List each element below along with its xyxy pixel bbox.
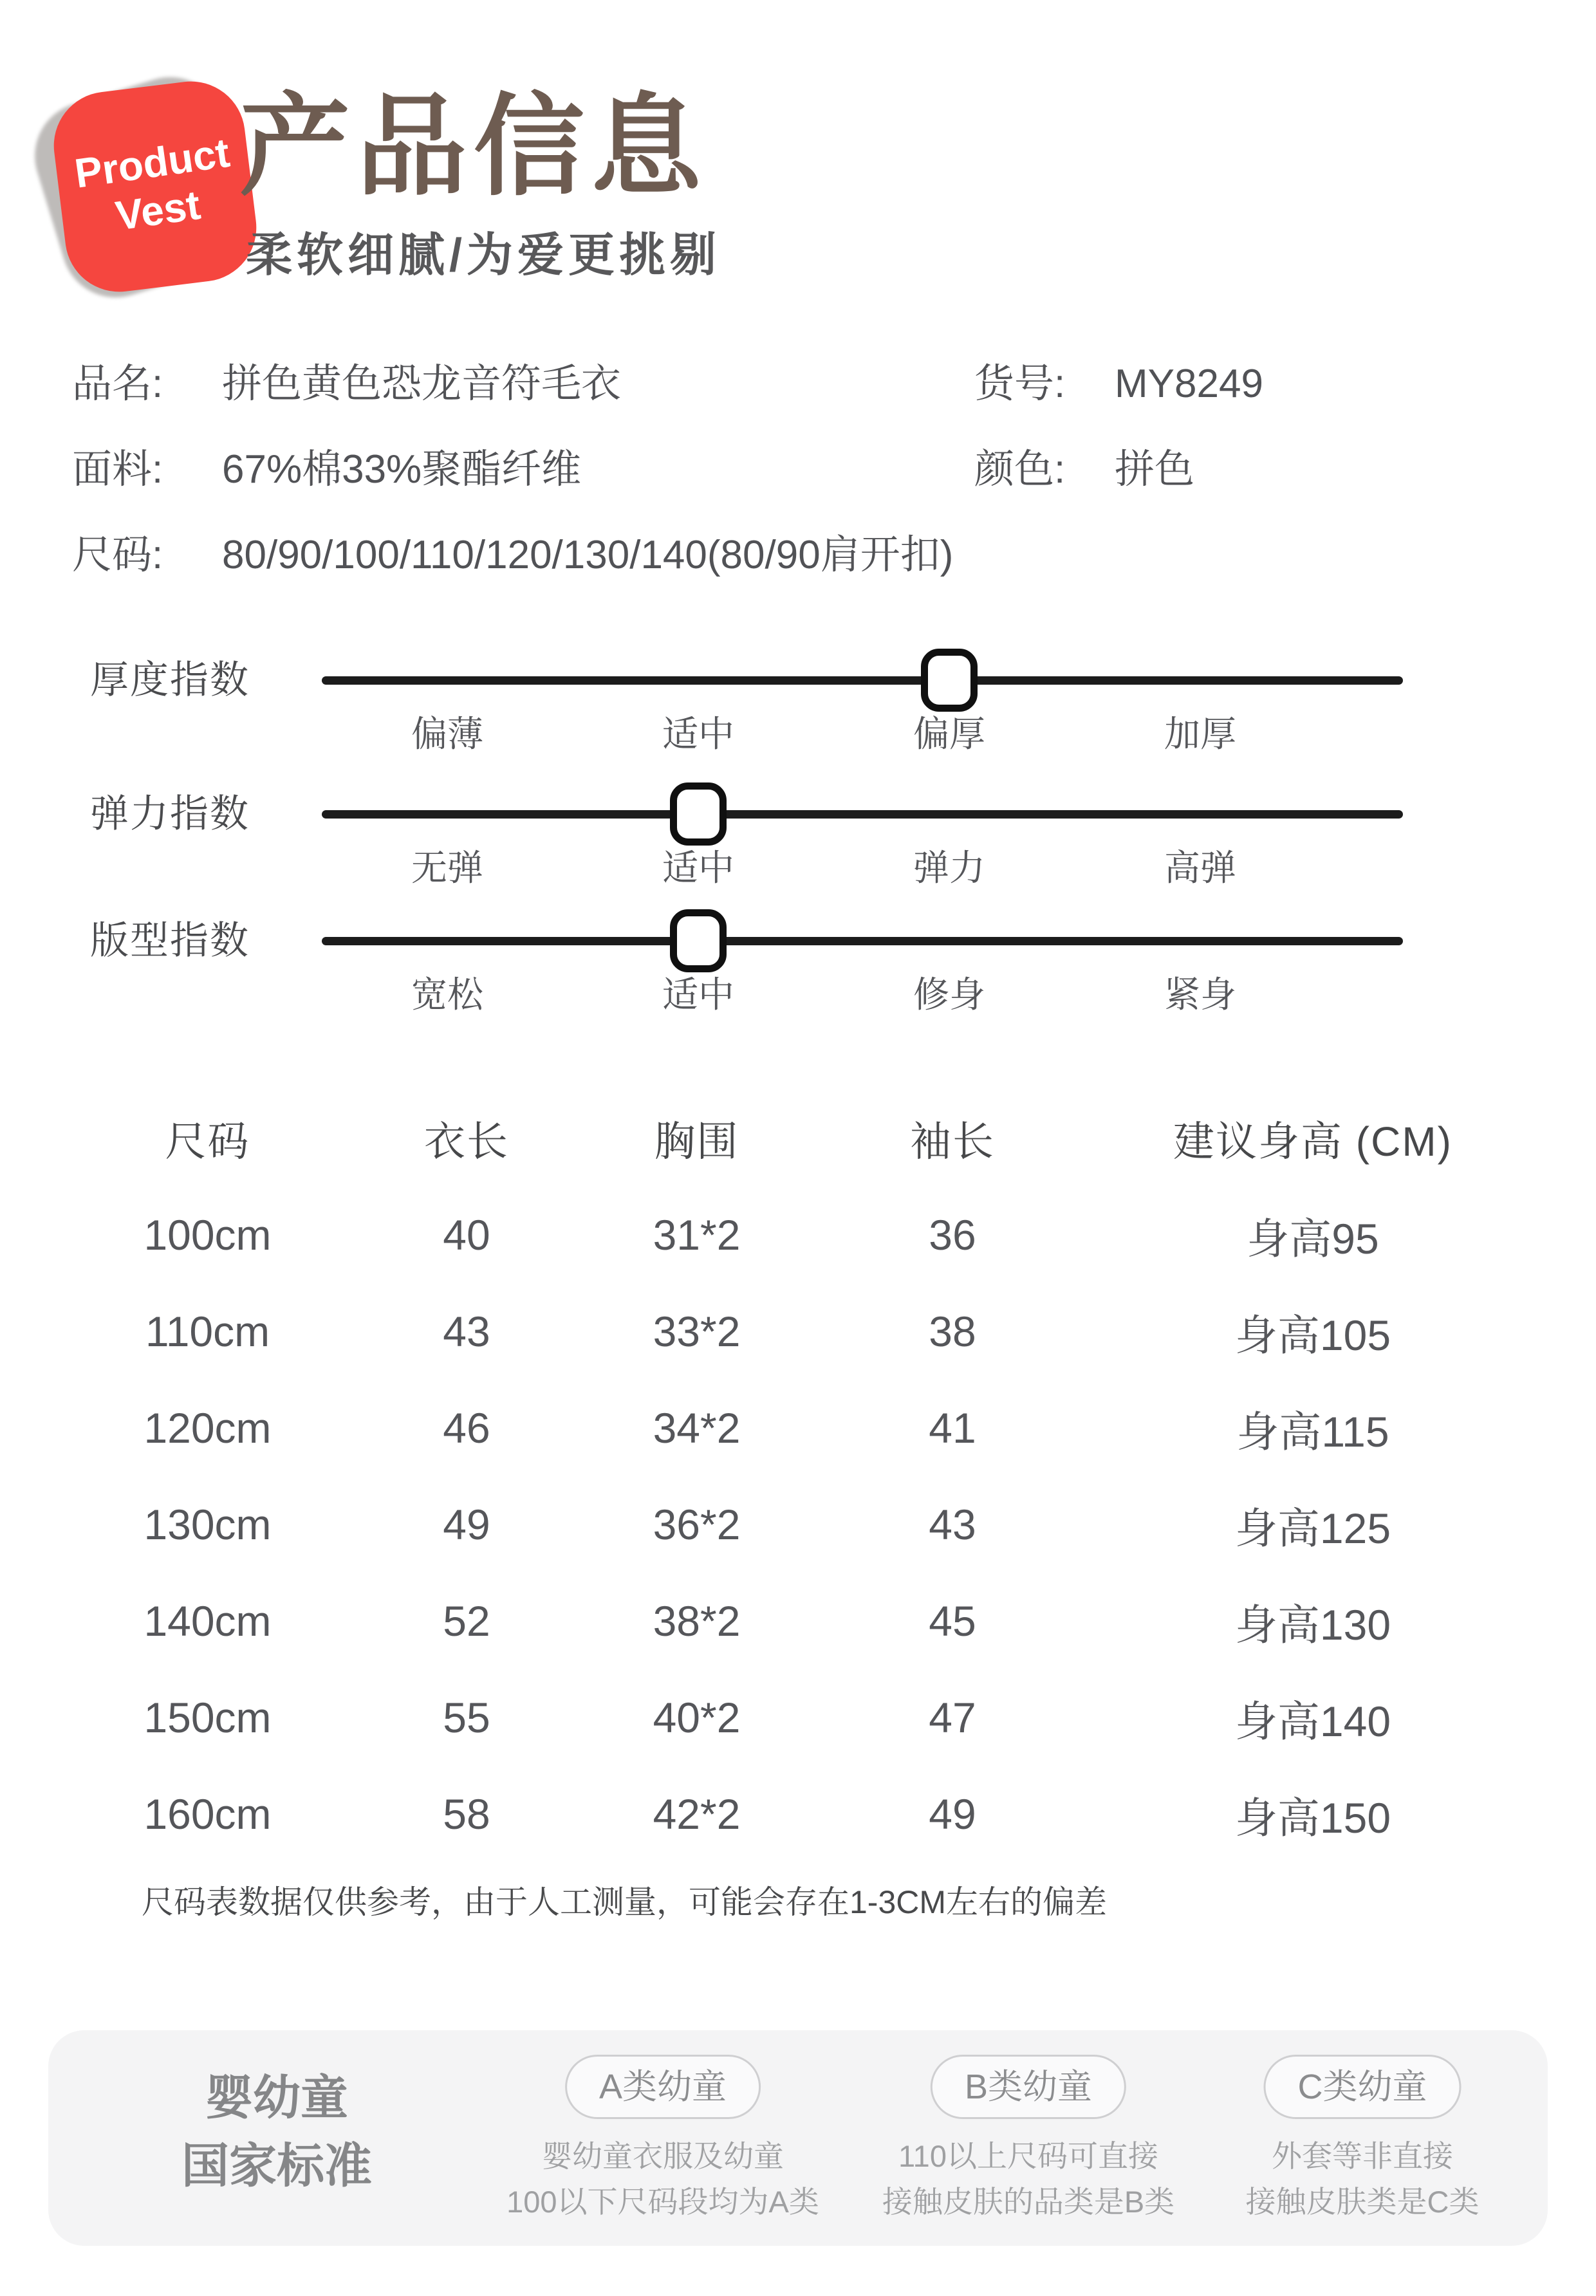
table-cell: 43	[929, 1501, 976, 1548]
color-value: 拼色	[1115, 447, 1195, 492]
table-cell: 40	[443, 1211, 490, 1259]
slider-options	[322, 968, 1326, 1022]
slider-handle	[921, 649, 978, 712]
standard-class-c	[1246, 2055, 1480, 2225]
table-cell: 52	[443, 1597, 490, 1645]
slider-option: 高弹	[1164, 847, 1236, 888]
standards-panel	[48, 2030, 1548, 2246]
slider-option: 偏厚	[913, 714, 985, 754]
table-cell: 33*2	[653, 1308, 741, 1355]
slider-option: 加厚	[1164, 714, 1236, 754]
size-table-note: 尺码表数据仅供参考，由于人工测量，可能会存在1-3CM左右的偏差	[142, 1884, 1108, 1920]
table-cell: 100cm	[144, 1211, 272, 1259]
table-cell: 38*2	[653, 1597, 741, 1645]
table-cell: 49	[929, 1790, 976, 1838]
slider-label: 弹力指数	[90, 792, 250, 835]
sku-value: MY8249	[1115, 362, 1263, 406]
size-table-header: 建议身高 (CM)	[1173, 1118, 1452, 1165]
table-cell: 34*2	[653, 1404, 741, 1452]
fabric-label: 面料:	[72, 447, 163, 492]
class-b-description	[882, 2133, 1174, 2225]
table-cell: 110cm	[145, 1308, 270, 1355]
class-c-pill: C类幼童	[1263, 2055, 1461, 2119]
slider-track	[322, 648, 1403, 712]
slider-track	[322, 782, 1403, 846]
fabric-value: 67%棉33%聚酯纤维	[222, 447, 582, 492]
table-cell: 58	[443, 1790, 490, 1838]
class-c-desc-line1: 外套等非直接	[1271, 2139, 1453, 2173]
slider-track-line	[322, 937, 1403, 945]
size-table-header: 衣长	[424, 1118, 509, 1165]
size-table-header: 尺码	[165, 1118, 250, 1165]
table-cell: 31*2	[653, 1211, 741, 1259]
table-cell: 46	[443, 1404, 490, 1452]
standard-class-a	[506, 2055, 819, 2225]
fit-index-slider	[0, 909, 1596, 1031]
slider-track	[322, 909, 1403, 973]
table-cell: 42*2	[653, 1790, 741, 1838]
size-row	[72, 526, 163, 584]
size-table-header: 袖长	[910, 1118, 995, 1165]
slider-option: 紧身	[1164, 974, 1236, 1015]
slider-option: 适中	[662, 974, 734, 1015]
page-subtitle: 柔软细腻/为爱更挑剔	[246, 230, 721, 281]
slider-label: 版型指数	[90, 919, 250, 962]
standard-class-b	[882, 2055, 1174, 2225]
slider-option: 宽松	[411, 974, 483, 1015]
class-a-description	[506, 2133, 819, 2225]
table-cell: 38	[929, 1308, 976, 1355]
size-table	[64, 1090, 1532, 1862]
table-cell: 身高95	[1247, 1214, 1379, 1263]
sku-row	[974, 355, 1065, 413]
slider-track-line	[322, 676, 1403, 685]
class-b-desc-line1: 110以上尺码可直接	[898, 2139, 1158, 2173]
elasticity-index-slider	[0, 782, 1596, 904]
product-name-row	[72, 355, 163, 413]
table-cell: 45	[929, 1597, 976, 1645]
thickness-index-slider	[0, 648, 1596, 770]
slider-handle	[670, 909, 727, 972]
brand-badge	[57, 85, 256, 294]
size-value: 80/90/100/110/120/130/140(80/90肩开扣)	[222, 533, 954, 577]
table-cell: 身高105	[1234, 1311, 1391, 1359]
sku-label: 货号:	[974, 362, 1066, 406]
table-cell: 47	[929, 1694, 976, 1741]
size-table-header: 胸围	[654, 1118, 739, 1165]
badge-text-line2: Vest	[113, 181, 203, 239]
slider-option: 偏薄	[411, 714, 483, 754]
class-b-pill: B类幼童	[931, 2055, 1126, 2119]
slider-option: 弹力	[913, 847, 985, 888]
page-title: 产品信息	[239, 85, 708, 208]
badge-text-line1: Product	[71, 129, 233, 197]
slider-options	[322, 841, 1326, 895]
table-cell: 身高125	[1234, 1504, 1391, 1552]
standards-title-line2: 国家标准	[181, 2139, 372, 2192]
standards-title	[181, 2064, 372, 2200]
table-cell: 160cm	[144, 1790, 272, 1838]
table-cell: 140cm	[144, 1597, 272, 1645]
fabric-row	[72, 441, 163, 499]
class-c-desc-line2: 接触皮肤类是C类	[1245, 2185, 1480, 2219]
slider-handle	[670, 782, 727, 846]
slider-options	[322, 707, 1326, 761]
color-row	[974, 441, 1065, 499]
table-cell: 身高150	[1234, 1793, 1391, 1842]
color-label: 颜色:	[974, 447, 1066, 492]
slider-option: 适中	[662, 714, 734, 754]
table-cell: 36*2	[653, 1501, 741, 1548]
class-a-pill: A类幼童	[565, 2055, 761, 2119]
product-name-value: 拼色黄色恐龙音符毛衣	[222, 362, 622, 406]
table-cell: 43	[443, 1308, 490, 1355]
table-cell: 41	[929, 1404, 976, 1452]
table-cell: 身高140	[1234, 1697, 1391, 1745]
table-cell: 身高115	[1236, 1407, 1389, 1456]
badge-shape	[48, 75, 263, 298]
table-cell: 150cm	[144, 1694, 272, 1741]
table-cell: 120cm	[144, 1404, 272, 1452]
table-cell: 55	[443, 1694, 490, 1741]
class-a-desc-line1: 婴幼童衣服及幼童	[541, 2139, 784, 2173]
slider-label: 厚度指数	[90, 658, 250, 701]
size-label: 尺码:	[72, 533, 163, 577]
table-cell: 40*2	[653, 1694, 741, 1741]
class-a-desc-line2: 100以下尺码段均为A类	[506, 2185, 819, 2219]
standards-title-line1: 婴幼童	[205, 2071, 348, 2124]
table-cell: 36	[929, 1211, 976, 1259]
product-name-label: 品名:	[72, 362, 163, 406]
slider-option: 无弹	[411, 847, 483, 888]
class-b-desc-line2: 接触皮肤的品类是B类	[882, 2185, 1175, 2219]
class-c-description	[1246, 2133, 1480, 2225]
slider-track-line	[322, 810, 1403, 819]
table-cell: 身高130	[1234, 1600, 1391, 1649]
slider-option: 适中	[662, 847, 734, 888]
slider-option: 修身	[913, 974, 985, 1015]
table-cell: 49	[443, 1501, 490, 1548]
table-cell: 130cm	[144, 1501, 272, 1548]
